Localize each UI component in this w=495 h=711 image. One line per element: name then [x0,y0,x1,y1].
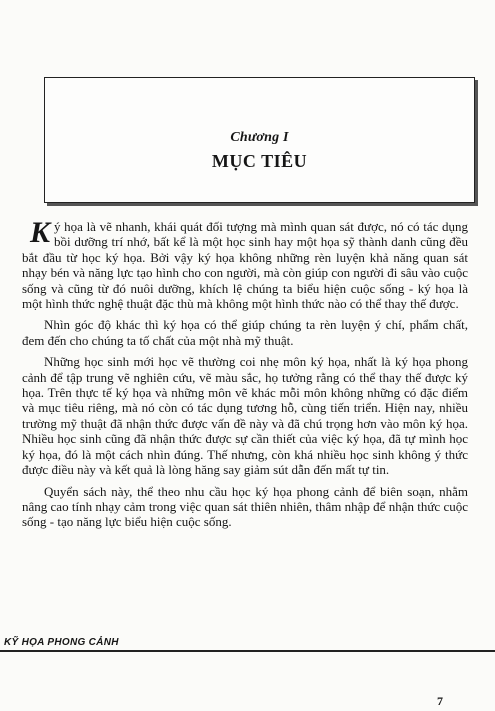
page-number: 7 [437,694,443,708]
footer-divider [0,650,495,652]
paragraph-1 [22,216,468,312]
chapter-title: MỤC TIÊU [211,151,308,171]
paragraph-4: Quyển sách này, thể theo nhu cầu học ký họa phong cảnh để biên soạn, nhằm nâng cao tính nhạy cảm trong việc quan sát thiên nhiên, thâm nhập để nhận thức cuộc sống - tạo năng lực biểu hiện cuộc sống. [22,483,468,530]
chapter-body [22,216,468,530]
drop-cap: K [30,216,51,249]
running-footer-title: KỸ HỌA PHONG CẢNH [4,637,119,648]
paragraph-2: Nhìn góc độ khác thì ký họa có thể giúp chúng ta rèn luyện ý chí, phẩm chất, đem đến cho chúng ta tố chất của một nhà mỹ thuật. [22,317,468,348]
paragraph-1-text: ý họa là vẽ nhanh, khái quát đối tượng mà mình quan sát được, nó có tác dụng bồi dưỡng trí nhớ, bất kể là một học sinh hay một họa sỹ thành danh cũng đều bắt đầu từ học ký họa. Bởi vậy ký họa không những rèn luyện khả năng quan sát nhạy bén và năng lực tạo hình cho con người, mà còn giúp con người đi sâu vào cuộc sống và cũng từ đó nuôi dưỡng, khích lệ chúng ta biểu hiện cuộc sống - ký họa là một hình thức nghệ thuật đặc thù mà không một hình thức nào có thể thay thế được. [22,219,468,312]
chapter-heading-box [44,77,475,203]
paragraph-3: Những học sinh mới học vẽ thường coi nhẹ môn ký họa, nhất là ký họa phong cảnh để tập trung vẽ nghiên cứu, vẽ màu sắc, họ tưởng rằng có thể thay thế được ký họa. Trên thực tế ký họa và những môn vẽ khác mỗi môn không những có đặc điểm và mục tiêu riêng, mà nó còn có tác dụng tương hỗ, cùng tiến triển. Hiện nay, nhiều trường mỹ thuật đã nhận thức được vấn đề này và đã chú trọng hơn vào môn ký họa. Nhiều học sinh cũng đã nhận thức được sự cần thiết của việc ký họa, đã tự mình học ký họa, đó là một cách nhìn đúng. Thế nhưng, còn khá nhiều học sinh không ý thức được điều này và kết quả là lòng hăng say giảm sút dẫn đến mất tự tin. [22,354,468,478]
chapter-label: Chương I [230,130,289,145]
